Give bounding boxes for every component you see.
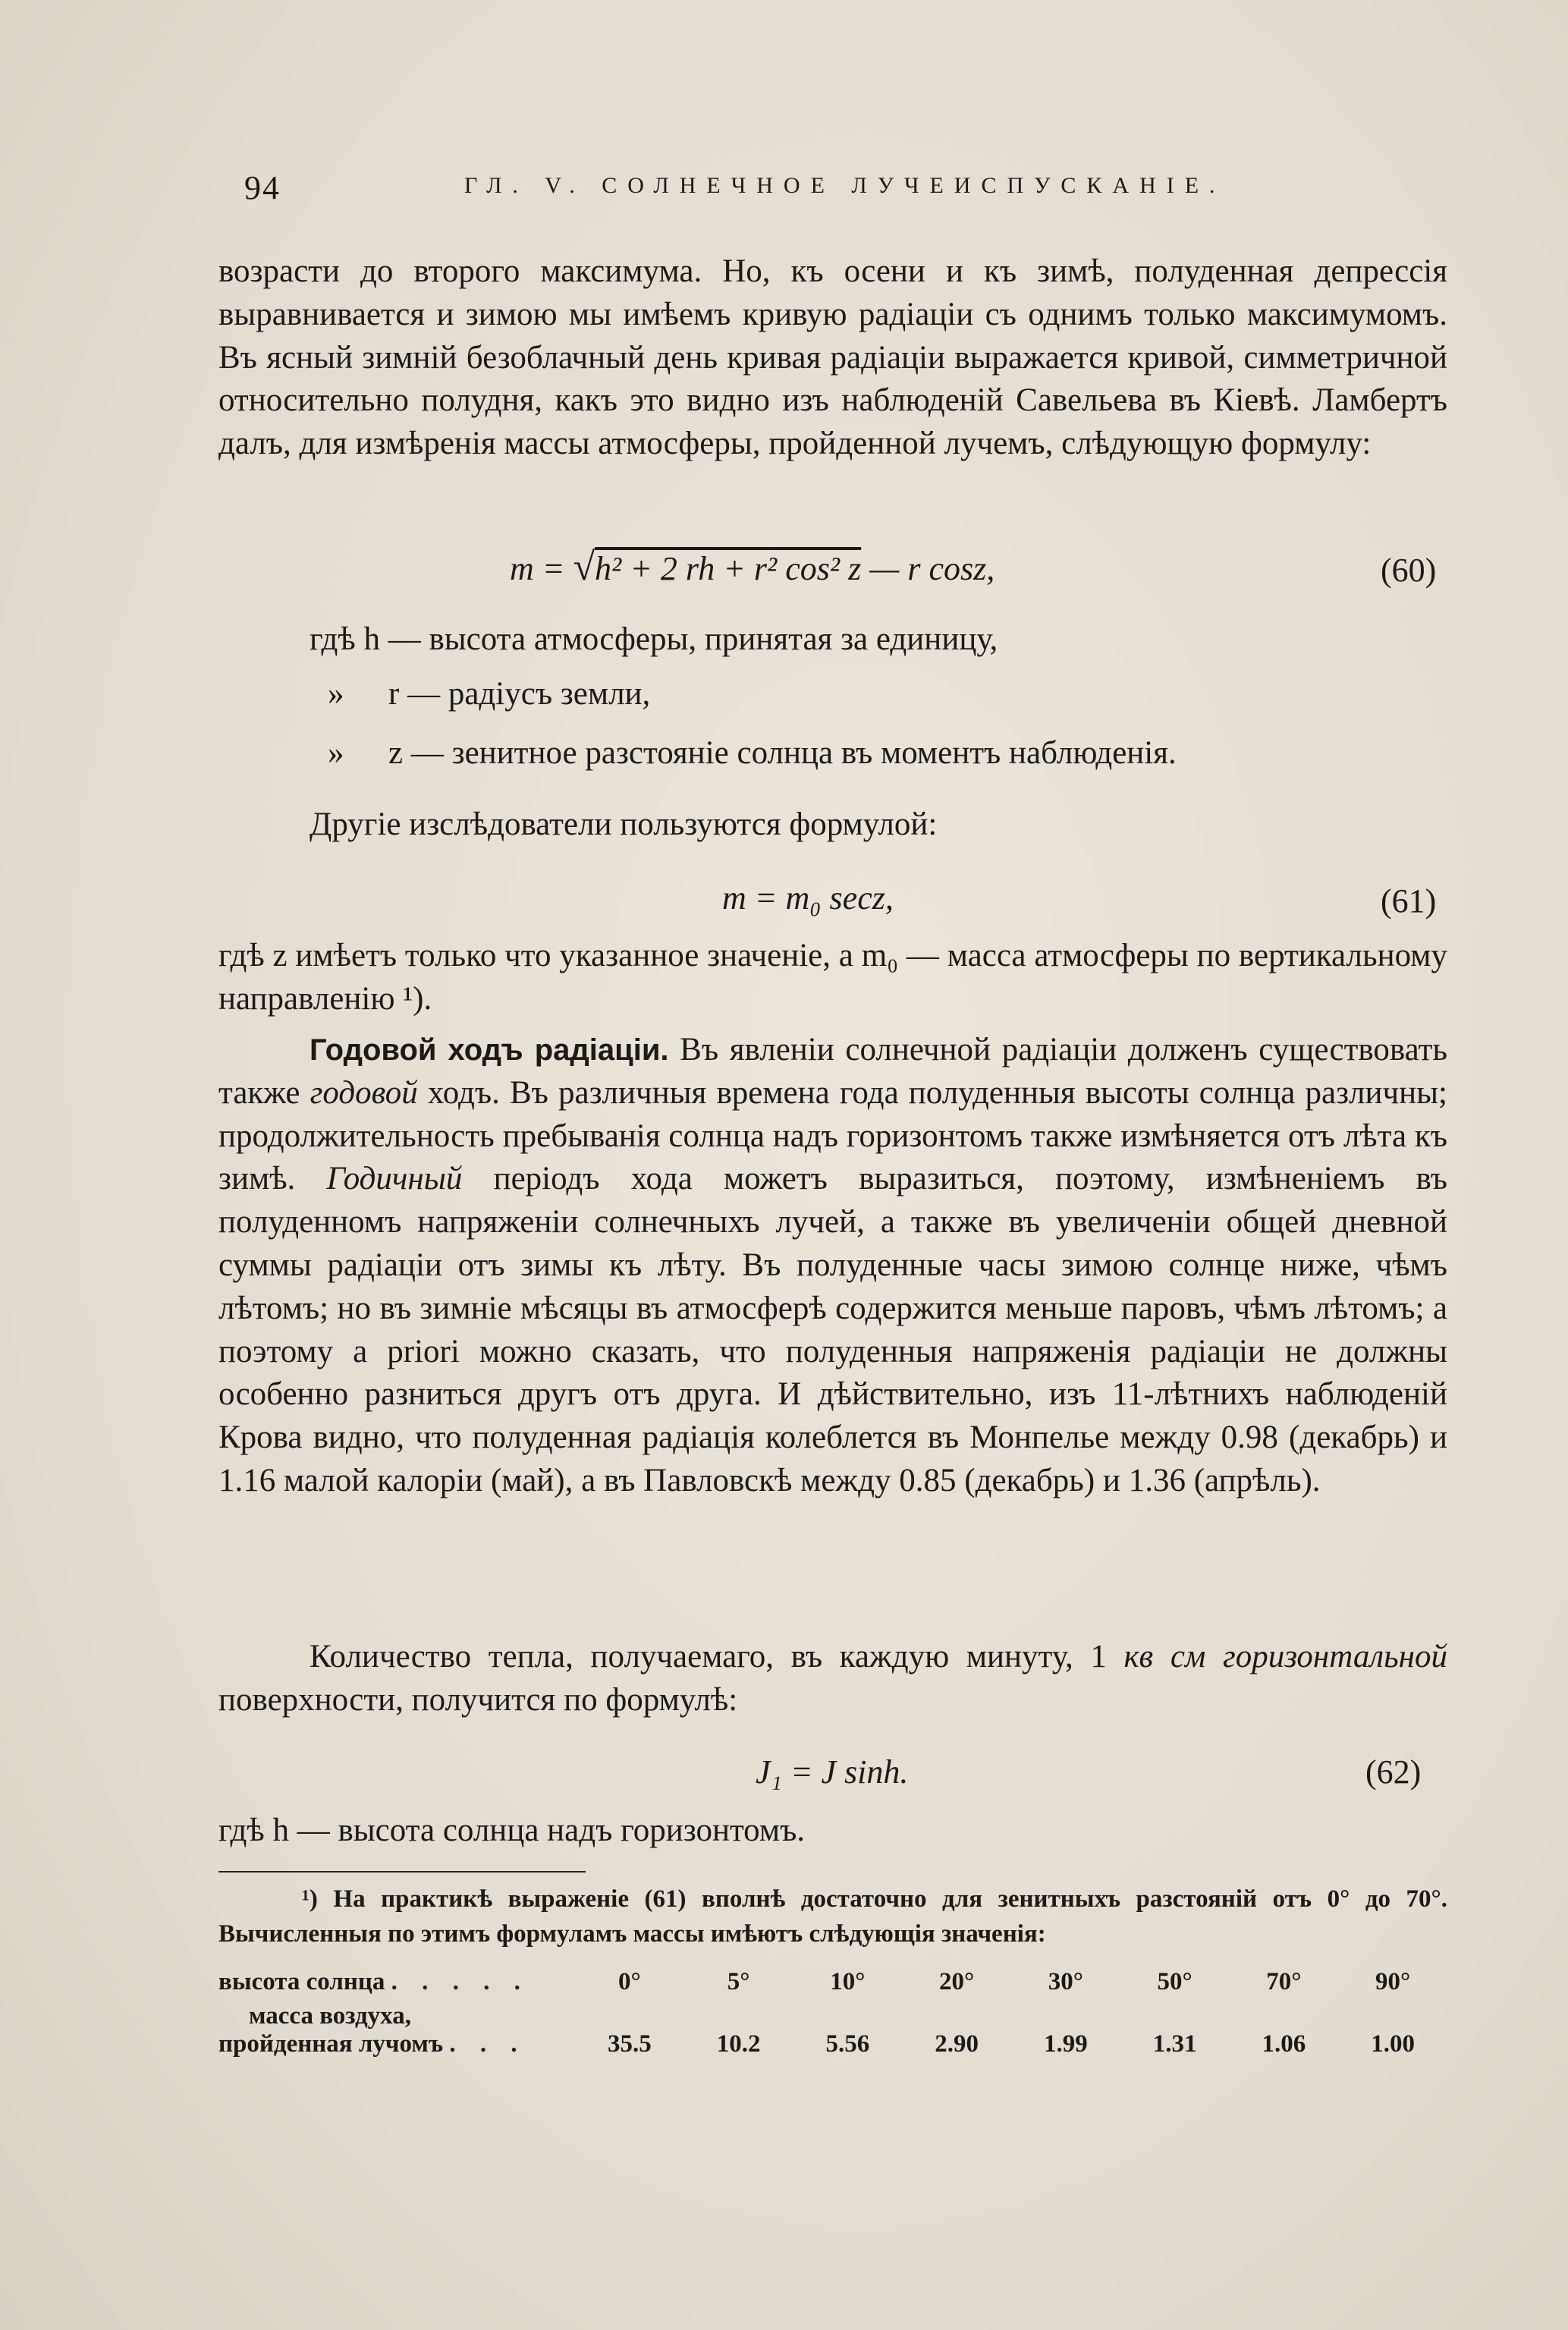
paragraph-3-text-a: Количество тепла, получаемаго, въ каждую минуту, 1 — [310, 1639, 1124, 1674]
section-emph-a: годовой — [310, 1074, 418, 1111]
section-text-b: ходъ. Въ различныя времена года полуденныя высоты солнца различны; продолжительность пребыванія солнца надъ горизонтомъ также измѣняется отъ лѣта къ зимѣ. — [218, 1074, 1447, 1197]
leader-dots: . . . . . — [391, 1968, 529, 1995]
table-cell: 10.2 — [716, 2030, 761, 2058]
table-cell: 1.99 — [1044, 2030, 1088, 2058]
section-text-a: Въ явленіи солнечной радіаціи долженъ существовать также — [218, 1032, 1447, 1111]
where-line-z — [328, 734, 1177, 772]
paragraph-3-emph: кв см горизонтальной — [1123, 1639, 1447, 1674]
table-cell: 70° — [1266, 1968, 1302, 1995]
table-cell: 1.06 — [1262, 2030, 1306, 2058]
paragraph-1 — [218, 250, 1447, 466]
paragraph-2-text: гдѣ z имѣетъ только что указанное значеніе, а m₀ — масса атмосферы по вертикальному направленію ¹). — [218, 938, 1447, 1017]
row-label-line-1: масса воздуха, — [249, 2002, 411, 2030]
row-label — [218, 1996, 575, 2058]
section-paragraph — [218, 1029, 1447, 1503]
leader-dots: . . . — [449, 2030, 526, 2058]
formula-62: J₁ = J sinh. — [756, 1753, 909, 1791]
ditto-mark: » — [328, 676, 344, 712]
footnote-divider — [218, 1871, 586, 1872]
footnote-text: ¹) На практикѣ выраженіе (61) вполнѣ достаточно для зенитныхъ разстояній отъ 0° до 70°. Вычисленныя по этимъ формуламъ массы имѣютъ слѣдующія значенія: — [218, 1885, 1447, 1948]
table-row-air-mass — [218, 1996, 1447, 2058]
row-label — [218, 1968, 575, 1996]
formula-60-lhs: m = — [510, 550, 573, 587]
footnote — [218, 1882, 1447, 1951]
table-cell: 50° — [1157, 1968, 1192, 1995]
paragraph-2 — [218, 935, 1447, 1021]
equation-number-62: (62) — [1365, 1753, 1422, 1791]
formula-60-rest: — r cosz, — [861, 550, 995, 587]
paragraph-3-text-b: поверхности, получится по формулѣ: — [218, 1681, 738, 1718]
footnote-table — [218, 1968, 1447, 2058]
other-researchers-line: Другіе изслѣдователи пользуются формулой: — [310, 807, 938, 842]
table-cell: 5° — [727, 1968, 750, 1995]
formula-60 — [510, 545, 995, 590]
section-annual-radiation — [218, 1029, 1447, 1503]
ditto-mark: » — [328, 735, 344, 771]
where-line-62: гдѣ h — высота солнца надъ горизонтомъ. — [218, 1813, 806, 1848]
paragraph-1-text: возрасти до второго максимума. Но, къ осени и къ зимѣ, полуденная депрессія выравнивается и зимою мы имѣемъ кривую радіаціи съ однимъ только максимумомъ. Въ ясный зимній безоблачный день кривая радіаціи выражается кривой, симметричной относительно полудня, какъ это видно изъ наблюденій Савельева въ Кіевѣ. Ламбертъ далъ, для измѣренія массы атмосферы, пройденной лучемъ, слѣдующую формулу: — [218, 253, 1447, 462]
table-cell: 30° — [1048, 1968, 1083, 1995]
table-cell: 90° — [1375, 1968, 1411, 1995]
table-cell: 2.90 — [935, 2030, 979, 2058]
table-cell: 35.5 — [608, 2030, 652, 2058]
where-line-r-text: r — радіусъ земли, — [388, 676, 651, 712]
table-cell: 10° — [830, 1968, 866, 1995]
formula-60-radicand: h² + 2 rh + r² cos² z — [595, 550, 862, 587]
equation-number-60: (60) — [1381, 552, 1437, 589]
sqrt-icon: √ — [573, 546, 595, 589]
table-cell: 20° — [939, 1968, 975, 1995]
table-cell: 1.31 — [1152, 2030, 1197, 2058]
table-row-altitude — [218, 1968, 1447, 1996]
section-heading: Годовой ходъ радіаціи. — [310, 1033, 669, 1067]
table-cell: 5.56 — [825, 2030, 870, 2058]
paragraph-3 — [218, 1636, 1447, 1722]
where-line-h: гдѣ h — высота атмосферы, принятая за единицу, — [310, 621, 998, 657]
row-label-line-2: пройденная лучомъ — [218, 2030, 444, 2058]
running-title: ГЛ. V. СОЛНЕЧНОЕ ЛУЧЕИСПУСКАНІЕ. — [464, 173, 1226, 198]
formula-61: m = m₀ secz, — [722, 879, 894, 917]
section-text-c: періодъ хода можетъ выразиться, поэтому, измѣненіемъ въ полуденномъ напряженіи солнечныхъ лучей, а также въ увеличеніи общей дневной суммы радіаціи отъ зимы къ лѣту. Въ полуденные часы зимою солнце ниже, чѣмъ лѣтомъ; но въ зимніе мѣсяцы въ атмосферѣ содержится меньше паровъ, чѣмъ лѣтомъ; а поэтому а priori можно сказать, что полуденныя напряженія радіаціи не должны особенно разниться другъ отъ друга. И дѣйствительно, изъ 11-лѣтнихъ наблюденій Крова видно, что полуденная радіація колеблется въ Монпелье между 0.98 (декабрь) и 1.16 малой калоріи (май), а въ Павловскѣ между 0.85 (декабрь) и 1.36 (апрѣль). — [218, 1161, 1447, 1498]
row-label-text: высота солнца — [218, 1968, 385, 1995]
table-cell: 1.00 — [1371, 2030, 1415, 2058]
paragraph-3-text — [218, 1636, 1447, 1722]
page-number: 94 — [244, 169, 281, 206]
section-emph-b: Годичный — [326, 1161, 463, 1197]
equation-number-61: (61) — [1381, 882, 1437, 920]
table-cell: 0° — [618, 1968, 641, 1995]
where-line-r — [328, 675, 650, 712]
where-line-z-text: z — зенитное разстояніе солнца въ моментъ наблюденія. — [388, 735, 1177, 771]
